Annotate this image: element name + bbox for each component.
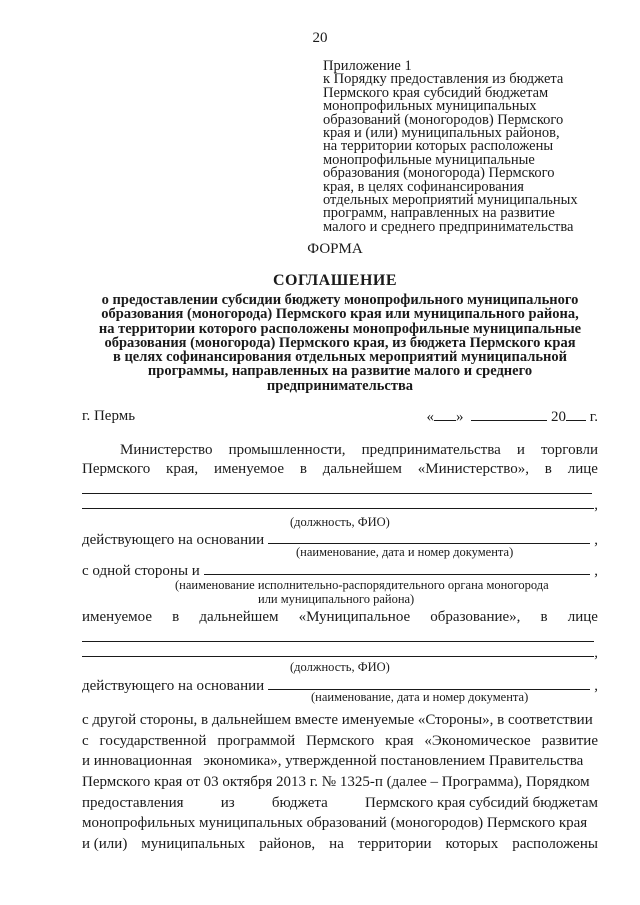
caption-organ: (наименование исполнительно-распорядительного органа моногорода [175, 578, 549, 592]
para-line-4 [82, 774, 598, 791]
comma: , [594, 645, 598, 661]
word: лице [567, 461, 598, 477]
text-run: и инновационная экономика», утвержденной постановлением Правительства [82, 753, 584, 769]
comma: , [594, 532, 598, 548]
appendix-line: программ, направленных на развитие [323, 205, 555, 222]
comma: , [594, 563, 598, 579]
para-line-5 [82, 795, 598, 812]
text-run: Пермского края от 03 октября 2013 г. № 1325-п (далее – Программа), Порядком [82, 774, 590, 790]
word: и (или) [82, 836, 128, 852]
organ-name-blank[interactable] [204, 573, 590, 575]
document-subtitle [70, 293, 610, 393]
mun-representative-blank-1[interactable] [82, 641, 594, 642]
acting-basis-label: действующего на основании [82, 678, 265, 694]
date-year-prefix: 20 [551, 409, 567, 425]
representative-blank-line-1[interactable] [82, 493, 592, 494]
word: бюджета [271, 795, 328, 811]
para-line-1 [82, 712, 598, 729]
word: развитие [541, 733, 598, 749]
para-line-6 [82, 815, 598, 832]
page-number: 20 [312, 30, 328, 46]
word: государственной [99, 733, 207, 749]
word: «Министерство», [417, 461, 529, 477]
date-year-blank[interactable] [566, 408, 586, 421]
word: районов, [259, 836, 316, 852]
one-side-label: с одной стороны и [82, 563, 200, 579]
word: в [299, 461, 307, 477]
appendix-line: отдельных мероприятий муниципальных [323, 192, 578, 209]
word: именуемое [213, 461, 284, 477]
word: образование», [430, 609, 521, 625]
blank-fill[interactable] [82, 655, 594, 657]
subtitle-line: на территории которого расположены монопрофильные муниципальные [98, 320, 582, 337]
subtitle-line: о предоставлении субсидии бюджету монопрофильного муниципального [101, 292, 579, 308]
body-line-2 [82, 461, 598, 478]
word: в [540, 609, 548, 625]
caption-document: (наименование, дата и номер документа) [296, 545, 514, 559]
text-run: Пермского края субсидий бюджетам [364, 795, 598, 811]
appendix-line: монопрофильных муниципальных [323, 98, 537, 115]
appendix-block [323, 60, 623, 234]
word: с [82, 733, 89, 749]
date-year-suffix: г. [589, 409, 598, 425]
date-month-blank[interactable] [471, 408, 547, 421]
body-line-1 [120, 442, 598, 459]
comma: , [594, 678, 598, 694]
word: на [329, 836, 344, 852]
date-day-blank[interactable] [434, 408, 456, 421]
word: края, [166, 461, 199, 477]
appendix-line: Пермского края субсидий бюджетам [323, 84, 549, 101]
word: промышленности, [228, 442, 346, 458]
date-open-quote: « [426, 409, 435, 425]
subtitle-line: образования (моногорода) Пермского края или муниципального района, [101, 306, 579, 323]
word: программой [217, 733, 296, 749]
subtitle-line: в целях софинансирования отдельных мероприятий муниципальной [113, 349, 567, 366]
subtitle-line: образования (моногорода) Пермского края, из бюджета Пермского края [104, 334, 576, 351]
acting-basis-label: действующего на основании [82, 532, 265, 548]
word: предоставления [82, 795, 184, 811]
word: «Муниципальное [298, 609, 411, 625]
appendix-line: к Порядку предоставления из бюджета [323, 71, 564, 88]
word: Пермского [306, 733, 375, 749]
appendix-line: образований (моногородов) Пермского [323, 111, 564, 128]
para-line-3 [82, 753, 598, 770]
word: Пермского [82, 461, 151, 477]
para-line-2 [82, 733, 598, 750]
representative-blank-line-2 [82, 497, 598, 514]
caption-position: (должность, ФИО) [290, 515, 390, 529]
appendix-line: на территории которых расположены [323, 138, 554, 155]
word: из [220, 795, 235, 811]
document-title: СОГЛАШЕНИЕ [272, 272, 398, 289]
form-label: ФОРМА [307, 241, 363, 257]
subtitle-line: программы, направленных на развитие малого и среднего [147, 363, 533, 380]
word: муниципальных [141, 836, 246, 852]
appendix-line: монопрофильные муниципальные [323, 151, 535, 168]
blank-fill[interactable] [82, 507, 594, 509]
appendix-line: образования (моногорода) Пермского [323, 165, 555, 182]
word: Министерство [120, 442, 213, 458]
text-run: с другой стороны, в дальнейшем вместе именуемые «Стороны», в соответствии [82, 712, 593, 728]
word: дальнейшем [199, 609, 279, 625]
para-line-7 [82, 836, 598, 853]
word: и [516, 442, 525, 458]
comma: , [594, 497, 598, 513]
appendix-line: края и (или) муниципальных районов, [323, 125, 560, 142]
date-close-quote: » [456, 409, 464, 425]
text-run: монопрофильных муниципальных образований (моногородов) Пермского края [82, 815, 588, 831]
word: в [544, 461, 552, 477]
word: предпринимательства [361, 442, 501, 458]
appendix-title: Приложение 1 [323, 58, 412, 74]
word: территории [357, 836, 432, 852]
caption-document-2: (наименование, дата и номер документа) [311, 690, 529, 704]
word: расположены [512, 836, 598, 852]
word: «Экономическое [424, 733, 531, 749]
appendix-line: края, в целях софинансирования [323, 178, 524, 195]
subtitle-line: предпринимательства [266, 377, 414, 394]
appendix-line: малого и среднего предпринимательства [323, 218, 574, 235]
caption-position-2: (должность, ФИО) [290, 660, 390, 674]
basis-document-blank[interactable] [268, 542, 590, 544]
word: лице [567, 609, 598, 625]
word: края [385, 733, 414, 749]
named-line [82, 609, 598, 626]
date-field [427, 408, 598, 426]
caption-organ-2: или муниципального района) [258, 592, 415, 606]
word: которых [445, 836, 499, 852]
word: именуемое [82, 609, 152, 625]
word: торговли [540, 442, 598, 458]
word: в [172, 609, 180, 625]
city: г. Пермь [82, 408, 136, 424]
word: дальнейшем [322, 461, 402, 477]
